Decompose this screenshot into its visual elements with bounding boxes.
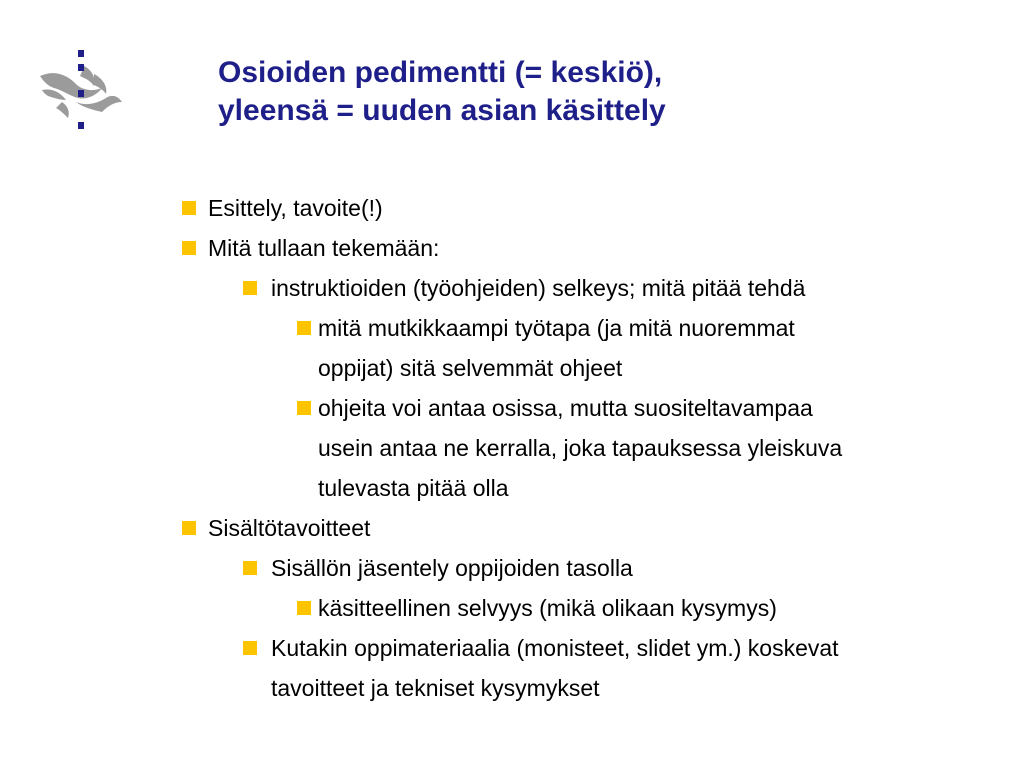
bullet-text: instruktioiden (työohjeiden) selkeys; mitä pitää tehdä [271, 275, 806, 301]
bullet-text: Mitä tullaan tekemään: [208, 235, 440, 261]
bullet-text: Esittely, tavoite(!) [208, 195, 383, 221]
square-bullet-icon [297, 321, 311, 335]
university-logo [36, 44, 126, 136]
slide-title-line-2: yleensä = uuden asian käsittely [218, 94, 666, 127]
square-bullet-icon [182, 241, 196, 255]
bullet-text: Kutakin oppimateriaalia (monisteet, slidet ym.) koskevat [271, 635, 839, 661]
square-bullet-icon [243, 641, 257, 655]
bullet-text: Sisällön jäsentely oppijoiden tasolla [271, 555, 633, 581]
square-bullet-icon [243, 281, 257, 295]
bullet-text: ohjeita voi antaa osissa, mutta suositeltavampaa [318, 395, 813, 421]
bullet-text: usein antaa ne kerralla, joka tapauksessa yleiskuva [318, 435, 843, 461]
square-bullet-icon [182, 521, 196, 535]
bullet-text: Sisältötavoitteet [208, 515, 371, 541]
square-bullet-icon [182, 201, 196, 215]
slide-title-line-1: Osioiden pedimentti (= keskiö), [218, 56, 663, 89]
bullet-text: käsitteellinen selvyys (mikä olikaan kysymys) [318, 595, 777, 621]
bullet-text: oppijat) sitä selvemmät ohjeet [318, 355, 623, 381]
bullet-text: tavoitteet ja tekniset kysymykset [271, 675, 600, 701]
slide-title [218, 54, 666, 130]
square-bullet-icon [297, 401, 311, 415]
bullet-text: tulevasta pitää olla [318, 475, 509, 501]
square-bullet-icon [243, 561, 257, 575]
flame-logo-icon [36, 44, 126, 136]
bullet-text: mitä mutkikkaampi työtapa (ja mitä nuoremmat [318, 315, 795, 341]
square-bullet-icon [297, 601, 311, 615]
